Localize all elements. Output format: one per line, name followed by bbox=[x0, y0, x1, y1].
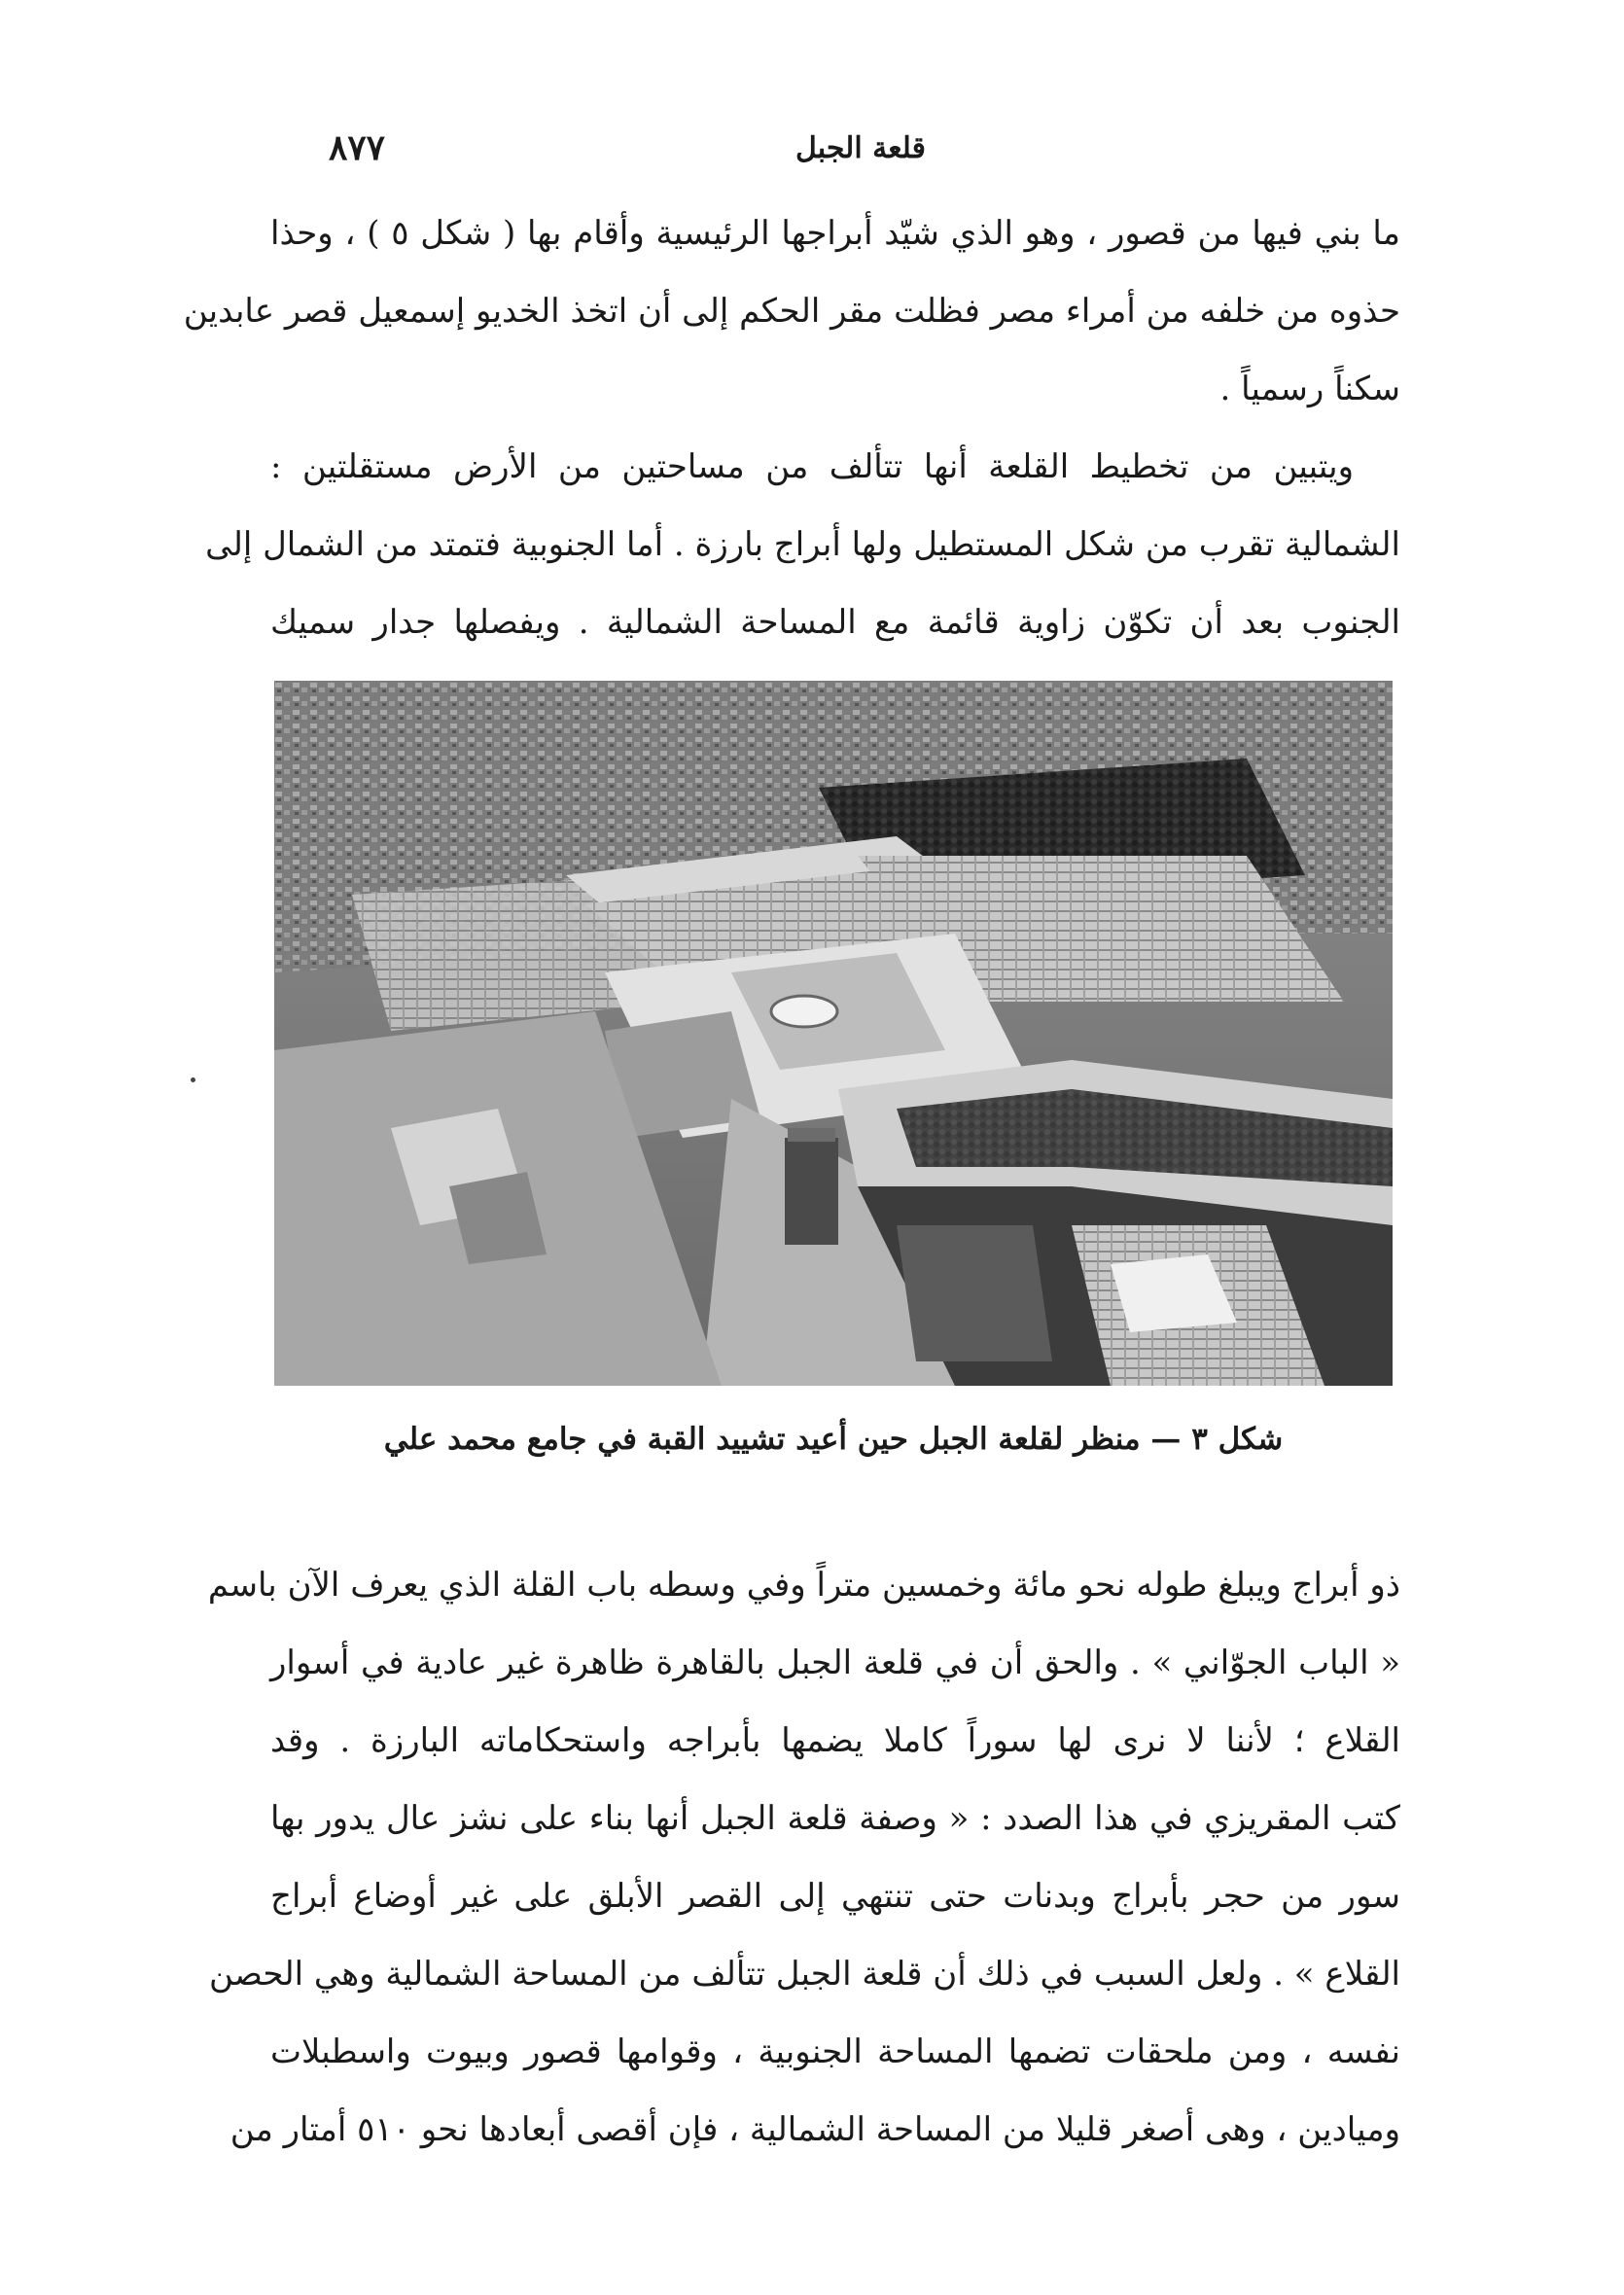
stray-ink-dot bbox=[191, 1077, 195, 1082]
text-line: ما بني فيها من قصور ، وهو الذي شيّد أبراجها الرئيسية وأقام بها ( شكل ٥ ) ، وحذا bbox=[270, 214, 1400, 253]
running-header bbox=[321, 127, 1400, 180]
running-title: قلعة الجبل bbox=[795, 131, 926, 165]
text-line: سور من حجر بأبراج وبدنات حتى تنتهي إلى القصر الأبلق على غير أوضاع أبراج bbox=[270, 1877, 1400, 1916]
text-line: الشمالية تقرب من شكل المستطيل ولها أبراج بارزة . أما الجنوبية فتمتد من الشمال إلى bbox=[205, 525, 1400, 564]
paragraph-1 bbox=[183, 194, 1400, 428]
text-line: القلاع ؛ لأننا لا نرى لها سوراً كاملا يضمها بأبراجه واستحكاماته البارزة . وقد bbox=[270, 1721, 1400, 1760]
text-line: القلاع » . ولعل السبب في ذلك أن قلعة الجبل تتألف من المساحة الشمالية وهي الحصن bbox=[208, 1955, 1400, 1994]
text-line: الجنوب بعد أن تكوّن زاوية قائمة مع المساحة الشمالية . ويفصلها جدار سميك bbox=[270, 603, 1400, 642]
figure-caption: شكل ٣ — منظر لقلعة الجبل حين أعيد تشييد القبة في جامع محمد علي bbox=[383, 1422, 1284, 1457]
bottom-text-block bbox=[207, 1546, 1400, 2169]
text-line: سكناً رسمياً . bbox=[1219, 370, 1400, 408]
page-number: ٨٧٧ bbox=[329, 127, 386, 168]
text-line: ويتبين من تخطيط القلعة أنها تتألف من مساحتين من الأرض مستقلتين : bbox=[270, 447, 1354, 486]
text-line: كتب المقريزي في هذا الصدد : « وصفة قلعة الجبل أنها بناء على نشز عال يدور بها bbox=[270, 1799, 1400, 1838]
text-line: وميادين ، وهى أصغر قليلا من المساحة الشمالية ، فإن أقصى أبعادها نحو ٥١٠ أمتار من bbox=[229, 2110, 1400, 2149]
text-line: نفسه ، ومن ملحقات تضمها المساحة الجنوبية ، وقوامها قصور وبيوت واسطبلات bbox=[270, 2032, 1400, 2071]
text-line: حذوه من خلفه من أمراء مصر فظلت مقر الحكم إلى أن اتخذ الخديو إسمعيل قصر عابدين bbox=[183, 292, 1400, 331]
top-text-block bbox=[183, 194, 1400, 661]
photo-illustration bbox=[274, 681, 1393, 1386]
text-line: « الباب الجوّاني » . والحق أن في قلعة الجبل بالقاهرة ظاهرة غير عادية في أسوار bbox=[270, 1643, 1400, 1682]
paragraph-3 bbox=[207, 1546, 1400, 2169]
citadel-aerial-photo bbox=[274, 681, 1393, 1386]
paragraph-2 bbox=[205, 428, 1400, 661]
text-line: ذو أبراج ويبلغ طوله نحو مائة وخمسين متراً وفي وسطه باب القلة الذي يعرف الآن باسم bbox=[207, 1566, 1400, 1605]
